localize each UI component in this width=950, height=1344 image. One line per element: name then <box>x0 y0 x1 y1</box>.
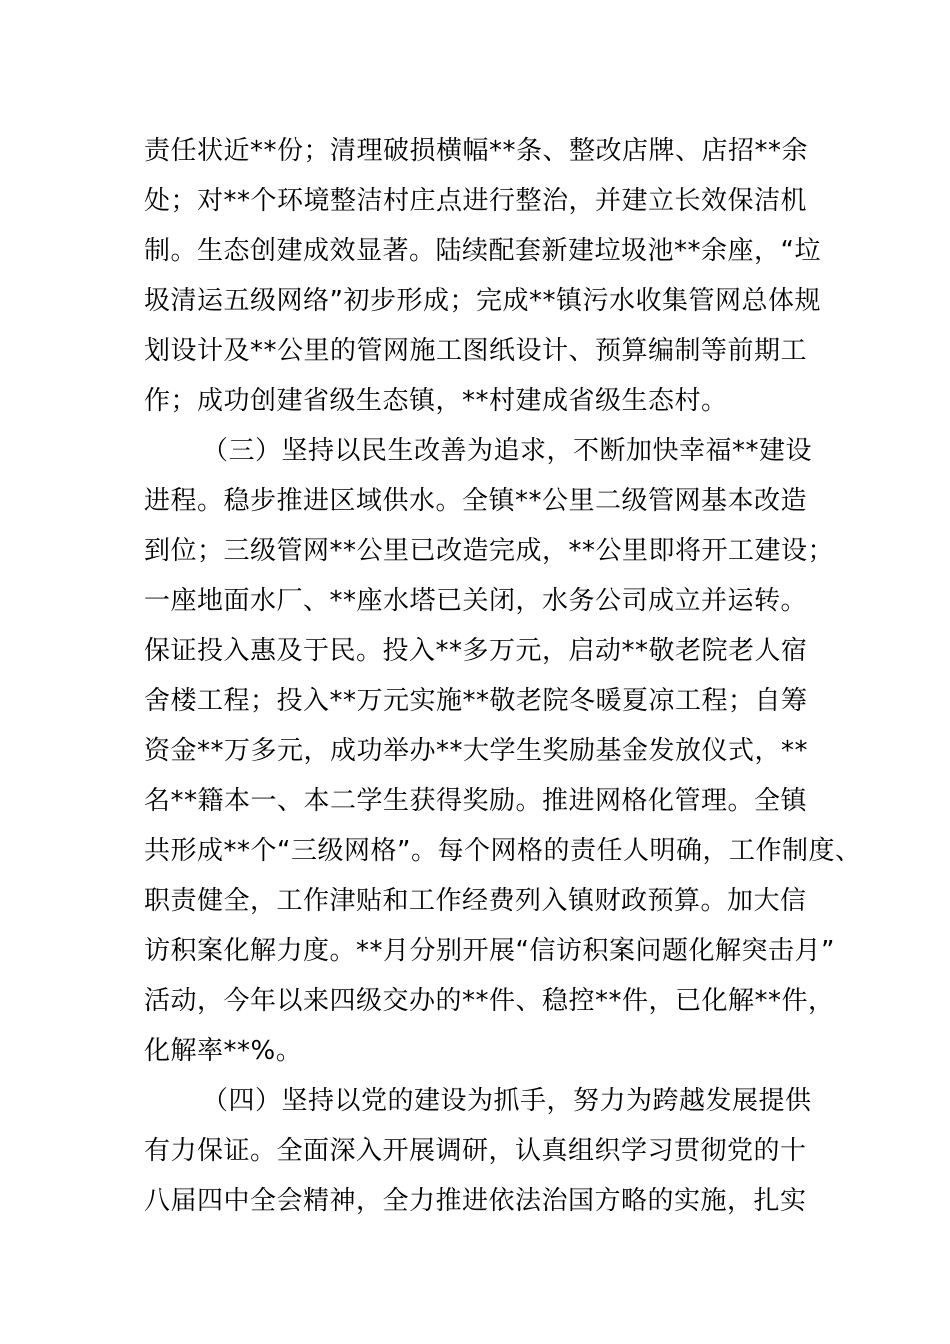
text-line: 到位；三级管网**公里已改造完成，**公里即将开工建设； <box>144 536 835 566</box>
text-line: 进程。稳步推进区域供水。全镇**公里二级管网基本改造 <box>144 486 808 516</box>
body-text <box>144 126 862 1226</box>
text-line: 资金**万多元，成功举办**大学生奖励基金发放仪式，** <box>144 736 809 766</box>
section-heading-line: （三）坚持以民生改善为追求，不断加快幸福**建设 <box>202 436 813 466</box>
text-line: 圾清运五级网络”初步形成；完成**镇污水收集管网总体规 <box>144 286 821 316</box>
text-line: 名**籍本一、本二学生获得奖励。推进网格化管理。全镇 <box>144 786 808 816</box>
text-line: 一座地面水厂、**座水塔已关闭，水务公司成立并运转。 <box>144 586 808 616</box>
text-line: 划设计及**公里的管网施工图纸设计、预算编制等前期工 <box>144 336 808 366</box>
section-heading-line: （四）坚持以党的建设为抓手，努力为跨越发展提供 <box>202 1086 812 1116</box>
text-line: 职责健全，工作津贴和工作经费列入镇财政预算。加大信 <box>144 886 807 916</box>
text-line: 八届四中全会精神，全力推进依法治国方略的实施，扎实 <box>144 1186 807 1216</box>
text-line: 保证投入惠及于民。投入**多万元，启动**敬老院老人宿 <box>144 636 808 666</box>
text-line: 化解率**%。 <box>144 1036 303 1066</box>
text-line: 处；对**个环境整洁村庄点进行整治，并建立长效保洁机 <box>144 186 808 216</box>
text-line: 作；成功创建省级生态镇，**村建成省级生态村。 <box>144 386 728 416</box>
text-line: 有力保证。全面深入开展调研，认真组织学习贯彻党的十 <box>144 1136 807 1166</box>
text-line: 共形成**个“三级网格”。每个网格的责任人明确，工作制度、 <box>144 836 862 866</box>
text-line: 责任状近**份；清理破损横幅**条、整改店牌、店招**余 <box>144 136 809 166</box>
text-line: 舍楼工程；投入**万元实施**敬老院冬暖夏凉工程；自筹 <box>144 686 808 716</box>
text-line: 活动，今年以来四级交办的**件、稳控**件，已化解**件， <box>144 986 835 1016</box>
text-line: 访积案化解力度。**月分别开展“信访积案问题化解突击月” <box>144 936 835 966</box>
text-line: 制。生态创建成效显著。陆续配套新建垃圾池**余座，“垃 <box>144 236 821 266</box>
